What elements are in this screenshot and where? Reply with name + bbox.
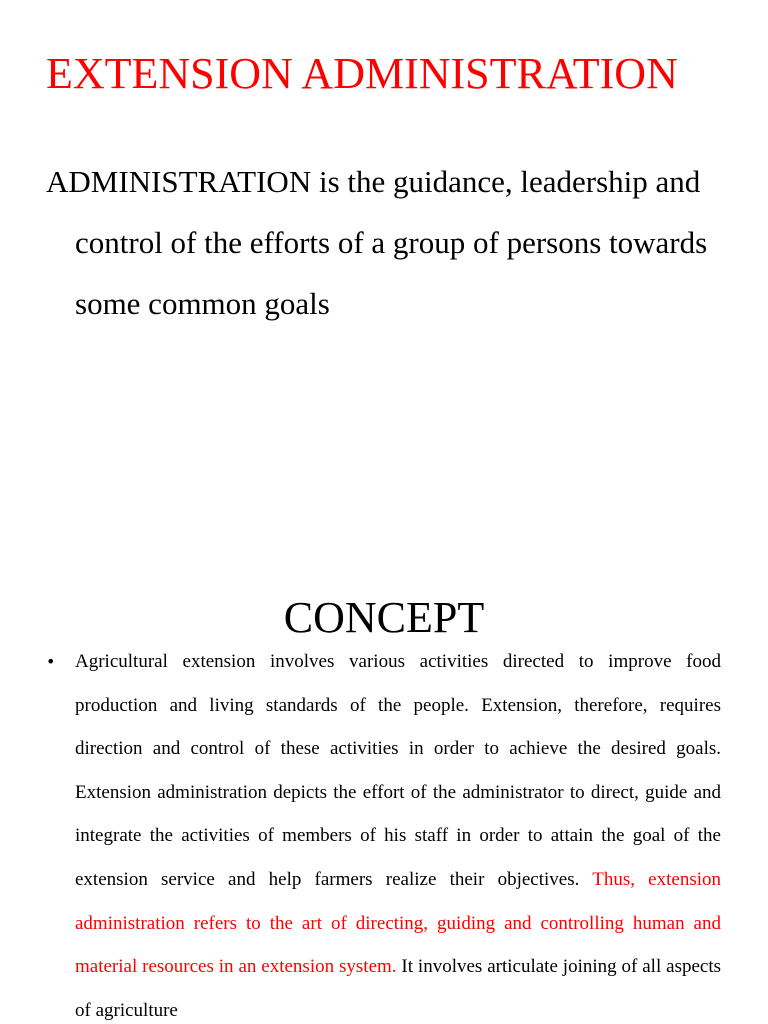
slide-concept: [0, 512, 768, 1024]
definition-text: ADMINISTRATION is the guidance, leadership and control of the efforts of a group of persons towards some common goals: [46, 164, 708, 321]
list-item: [46, 640, 721, 1024]
bullet-icon: •: [46, 652, 56, 671]
concept-bullet-list: [46, 640, 721, 1024]
slide-title: EXTENSION ADMINISTRATION: [46, 49, 678, 98]
highlighted-definition: Thus, extension administration refers to the art of directing, guiding and controlling human and material resources in an extension system.: [75, 868, 721, 978]
bullet-text: Agricultural extension involves various activities directed to improve food production and living standards of the people. Extension, therefore, requires direction and control of these activities in order to achieve the desired goals. Extension administration depicts the effort of the administrator to direct, guide and integrate the activities of members of his staff in order to attain the goal of the extension service and help farmers realize their objectives.: [75, 651, 721, 890]
bullet-text-continued: It involves articulate joining of all aspects of agriculture: [75, 956, 721, 1021]
concept-title: CONCEPT: [283, 593, 485, 642]
